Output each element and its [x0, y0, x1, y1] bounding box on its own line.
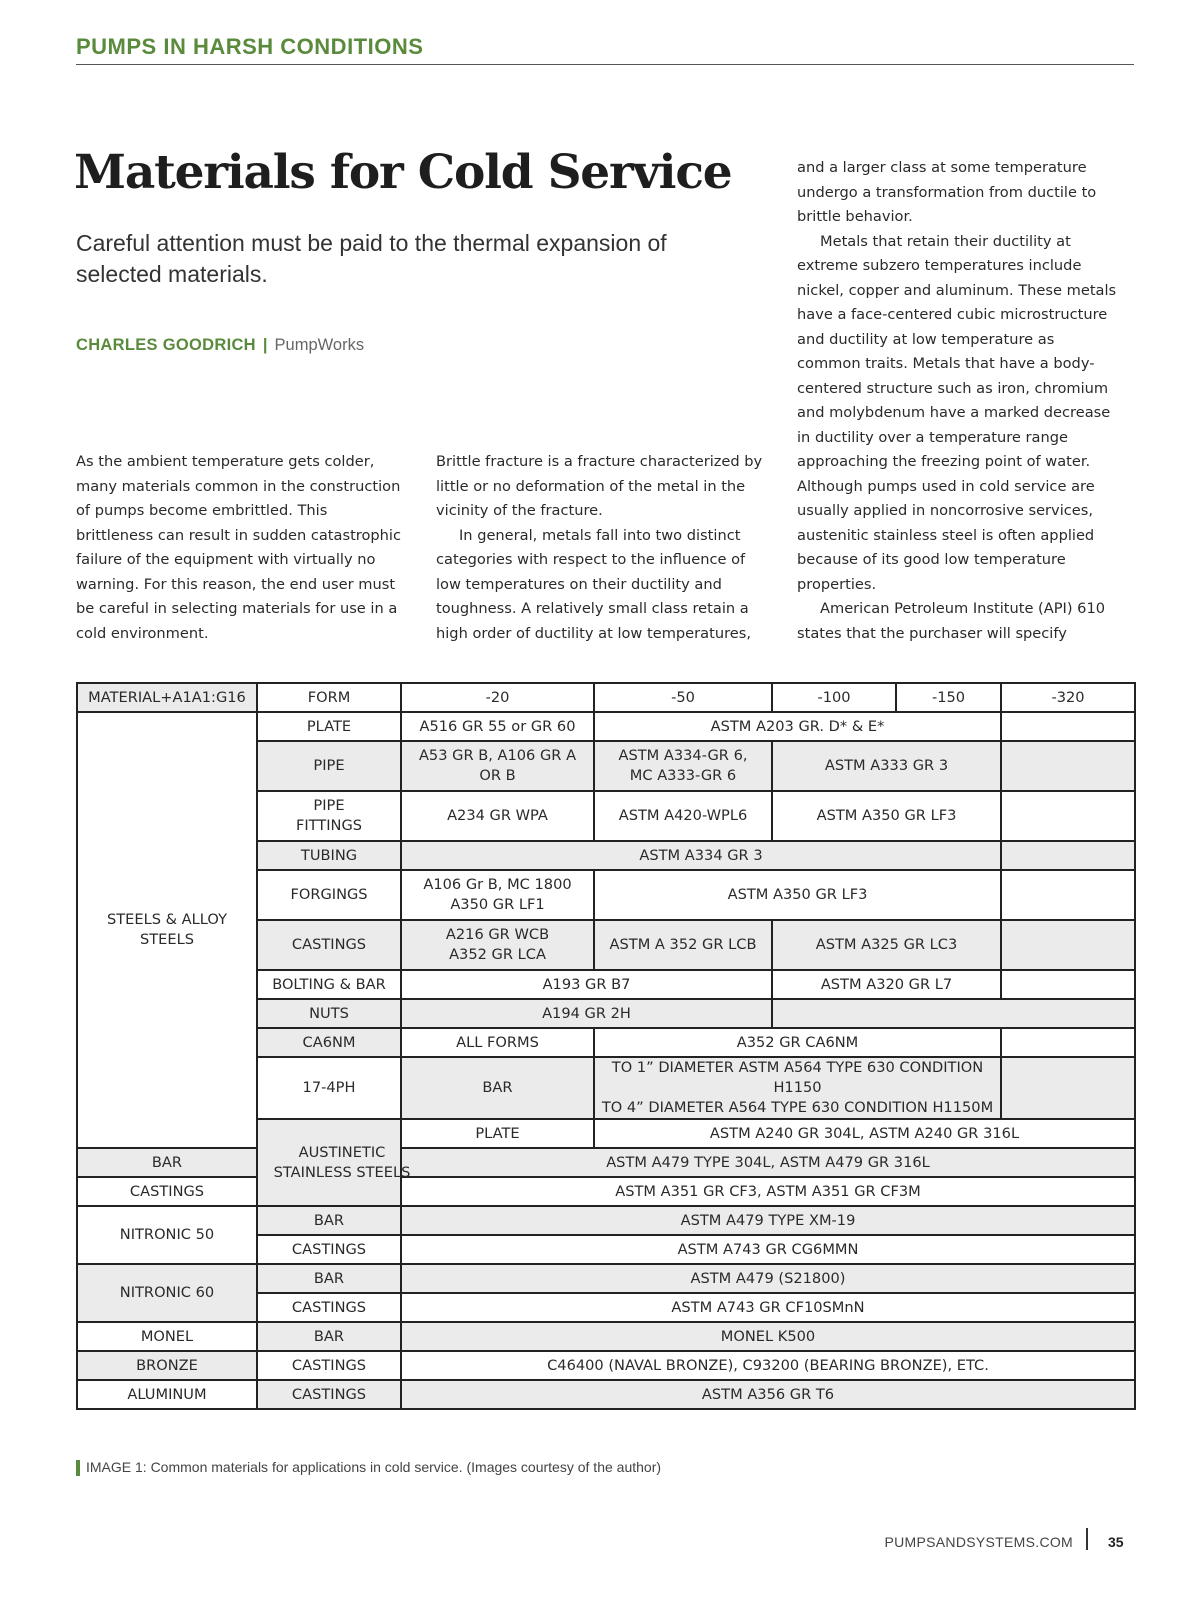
value-cell: A193 GR B7: [401, 970, 772, 999]
material-cell: BRONZE: [77, 1351, 257, 1380]
empty-cell: [1001, 791, 1135, 841]
header-cell-temp: -100: [772, 683, 896, 712]
material-cell: NITRONIC 50: [77, 1206, 257, 1264]
article-title: Materials for Cold Service: [74, 145, 732, 200]
value-cell: C46400 (NAVAL BRONZE), C93200 (BEARING BRONZE), ETC.: [401, 1351, 1135, 1380]
empty-cell: [1001, 920, 1135, 970]
value-cell: A106 Gr B, MC 1800 A350 GR LF1: [401, 870, 594, 920]
table-row: [77, 1177, 1135, 1206]
form-cell: PLATE: [401, 1119, 594, 1148]
header-cell-form: FORM: [257, 683, 401, 712]
value-cell: A516 GR 55 or GR 60: [401, 712, 594, 741]
section-divider: [76, 64, 1134, 65]
table-row: [77, 1322, 1135, 1351]
footer-website: PUMPSANDSYSTEMS.COM: [884, 1534, 1073, 1550]
table-row: [77, 1351, 1135, 1380]
value-cell: ASTM A320 GR L7: [772, 970, 1001, 999]
value-cell: ASTM A334 GR 3: [401, 841, 1001, 870]
material-cell: AUSTINETIC STAINLESS STEELS: [257, 1119, 401, 1206]
form-cell: PIPE FITTINGS: [257, 791, 401, 841]
value-cell: ASTM A351 GR CF3, ASTM A351 GR CF3M: [401, 1177, 1135, 1206]
empty-cell: [1001, 1057, 1135, 1119]
form-cell: CASTINGS: [77, 1177, 257, 1206]
value-cell: ASTM A479 (S21800): [401, 1264, 1135, 1293]
material-cell: ALUMINUM: [77, 1380, 257, 1409]
body-column-1: [76, 450, 406, 646]
empty-cell: [1001, 870, 1135, 920]
value-cell: ASTM A743 GR CF10SMnN: [401, 1293, 1135, 1322]
caption-marker: [76, 1460, 80, 1476]
value-cell: ASTM A 352 GR LCB: [594, 920, 772, 970]
empty-cell: [1001, 841, 1135, 870]
empty-cell: [1001, 741, 1135, 791]
value-cell: ASTM A203 GR. D* & E*: [594, 712, 1001, 741]
header-cell-temp: -20: [401, 683, 594, 712]
paragraph: American Petroleum Institute (API) 610 states that the purchaser will specify: [797, 600, 1106, 642]
footer-divider: [1086, 1528, 1088, 1550]
author-organization: PumpWorks: [274, 336, 365, 354]
paragraph: As the ambient temperature gets colder, many materials common in the construction of pumps become embrittled. This brittleness can result in sudden catastrophic failure of the equipment with virtually no warning. For this reason, the end user must be careful in selecting materials for use in a cold environment.: [76, 453, 401, 642]
form-cell: FORGINGS: [257, 870, 401, 920]
value-cell: ASTM A479 TYPE XM-19: [401, 1206, 1135, 1235]
header-cell-temp: -50: [594, 683, 772, 712]
form-cell: CASTINGS: [257, 1380, 401, 1409]
form-cell: BOLTING & BAR: [257, 970, 401, 999]
byline: [76, 336, 364, 355]
form-cell: CASTINGS: [257, 1235, 401, 1264]
header-cell-material: MATERIAL+A1A1:G16: [77, 683, 257, 712]
value-cell: ASTM A240 GR 304L, ASTM A240 GR 316L: [594, 1119, 1135, 1148]
material-cell: 17-4PH: [257, 1057, 401, 1119]
material-cell: MONEL: [77, 1322, 257, 1351]
form-cell: BAR: [401, 1057, 594, 1119]
header-cell-temp: -150: [896, 683, 1001, 712]
value-line: TO 4” DIAMETER A564 TYPE 630 CONDITION H1150M: [601, 1099, 994, 1116]
author-name: CHARLES GOODRICH: [76, 336, 256, 354]
value-cell: ASTM A420-WPL6: [594, 791, 772, 841]
value-cell: ASTM A479 TYPE 304L, ASTM A479 GR 316L: [401, 1148, 1135, 1177]
empty-cell: [772, 999, 1135, 1028]
empty-cell: [1001, 1028, 1135, 1057]
value-cell: ASTM A325 GR LC3: [772, 920, 1001, 970]
section-header: PUMPS IN HARSH CONDITIONS: [76, 34, 424, 59]
value-cell: A194 GR 2H: [401, 999, 772, 1028]
form-cell: TUBING: [257, 841, 401, 870]
table-row: [77, 1264, 1135, 1293]
paragraph: Brittle fracture is a fracture characterized by little or no deformation of the metal in the vicinity of the fracture.: [436, 453, 763, 519]
form-cell: NUTS: [257, 999, 401, 1028]
value-cell: ASTM A743 GR CG6MMN: [401, 1235, 1135, 1264]
form-cell: BAR: [257, 1264, 401, 1293]
table-header-row: [77, 683, 1135, 712]
paragraph: and a larger class at some temperature undergo a transformation from ductile to brittle behavior.: [797, 159, 1097, 225]
material-cell: CA6NM: [257, 1028, 401, 1057]
paragraph: Metals that retain their ductility at extreme subzero temperatures include nickel, copper and aluminum. These metals have a face-centered cubic microstructure and ductility at low temperature as common traits. Metals that have a body-centered structure such as iron, chromium and molybdenum have a marked decrease in ductility over a temperature range approaching the freezing point of water. Although pumps used in cold service are usually applied in noncorrosive services, austenitic stainless steel is often applied because of its good low temperature properties.: [797, 232, 1117, 593]
table-row: [77, 1380, 1135, 1409]
form-cell: CASTINGS: [257, 1293, 401, 1322]
form-cell: BAR: [257, 1206, 401, 1235]
byline-separator: |: [262, 336, 268, 354]
value-cell: MONEL K500: [401, 1322, 1135, 1351]
page-number: 35: [1108, 1534, 1124, 1550]
header-cell-temp: -320: [1001, 683, 1135, 712]
value-cell: ASTM A356 GR T6: [401, 1380, 1135, 1409]
article-subtitle: Careful attention must be paid to the thermal expansion of selected materials.: [76, 230, 667, 287]
image-caption: IMAGE 1: Common materials for applications in cold service. (Images courtesy of the author): [86, 1459, 662, 1475]
materials-table: [76, 682, 1136, 1410]
value-cell: ASTM A333 GR 3: [772, 741, 1001, 791]
value-line: TO 1” DIAMETER ASTM A564 TYPE 630 CONDITION H1150: [611, 1059, 984, 1096]
value-cell: A352 GR CA6NM: [594, 1028, 1001, 1057]
form-cell: PIPE: [257, 741, 401, 791]
table-row: [77, 1206, 1135, 1235]
value-cell: A234 GR WPA: [401, 791, 594, 841]
material-cell: NITRONIC 60: [77, 1264, 257, 1322]
form-cell: CASTINGS: [257, 1351, 401, 1380]
value-cell: ASTM A350 GR LF3: [772, 791, 1001, 841]
body-column-2: [436, 450, 766, 646]
empty-cell: [1001, 970, 1135, 999]
value-cell: A216 GR WCB A352 GR LCA: [401, 920, 594, 970]
value-cell: ASTM A334-GR 6, MC A333-GR 6: [594, 741, 772, 791]
table-row: [77, 712, 1135, 741]
form-cell: ALL FORMS: [401, 1028, 594, 1057]
form-cell: PLATE: [257, 712, 401, 741]
body-column-3: [797, 156, 1117, 646]
value-cell: [594, 1057, 1001, 1119]
form-cell: BAR: [77, 1148, 257, 1177]
value-cell: A53 GR B, A106 GR A OR B: [401, 741, 594, 791]
form-cell: CASTINGS: [257, 920, 401, 970]
form-cell: BAR: [257, 1322, 401, 1351]
table-row: [77, 1148, 1135, 1177]
value-cell: ASTM A350 GR LF3: [594, 870, 1001, 920]
empty-cell: [1001, 712, 1135, 741]
paragraph: In general, metals fall into two distinct categories with respect to the influence of low temperatures on their ductility and toughness. A relatively small class retain a high order of ductility at low temperatures,: [436, 526, 751, 642]
material-cell: STEELS & ALLOY STEELS: [77, 712, 257, 1148]
